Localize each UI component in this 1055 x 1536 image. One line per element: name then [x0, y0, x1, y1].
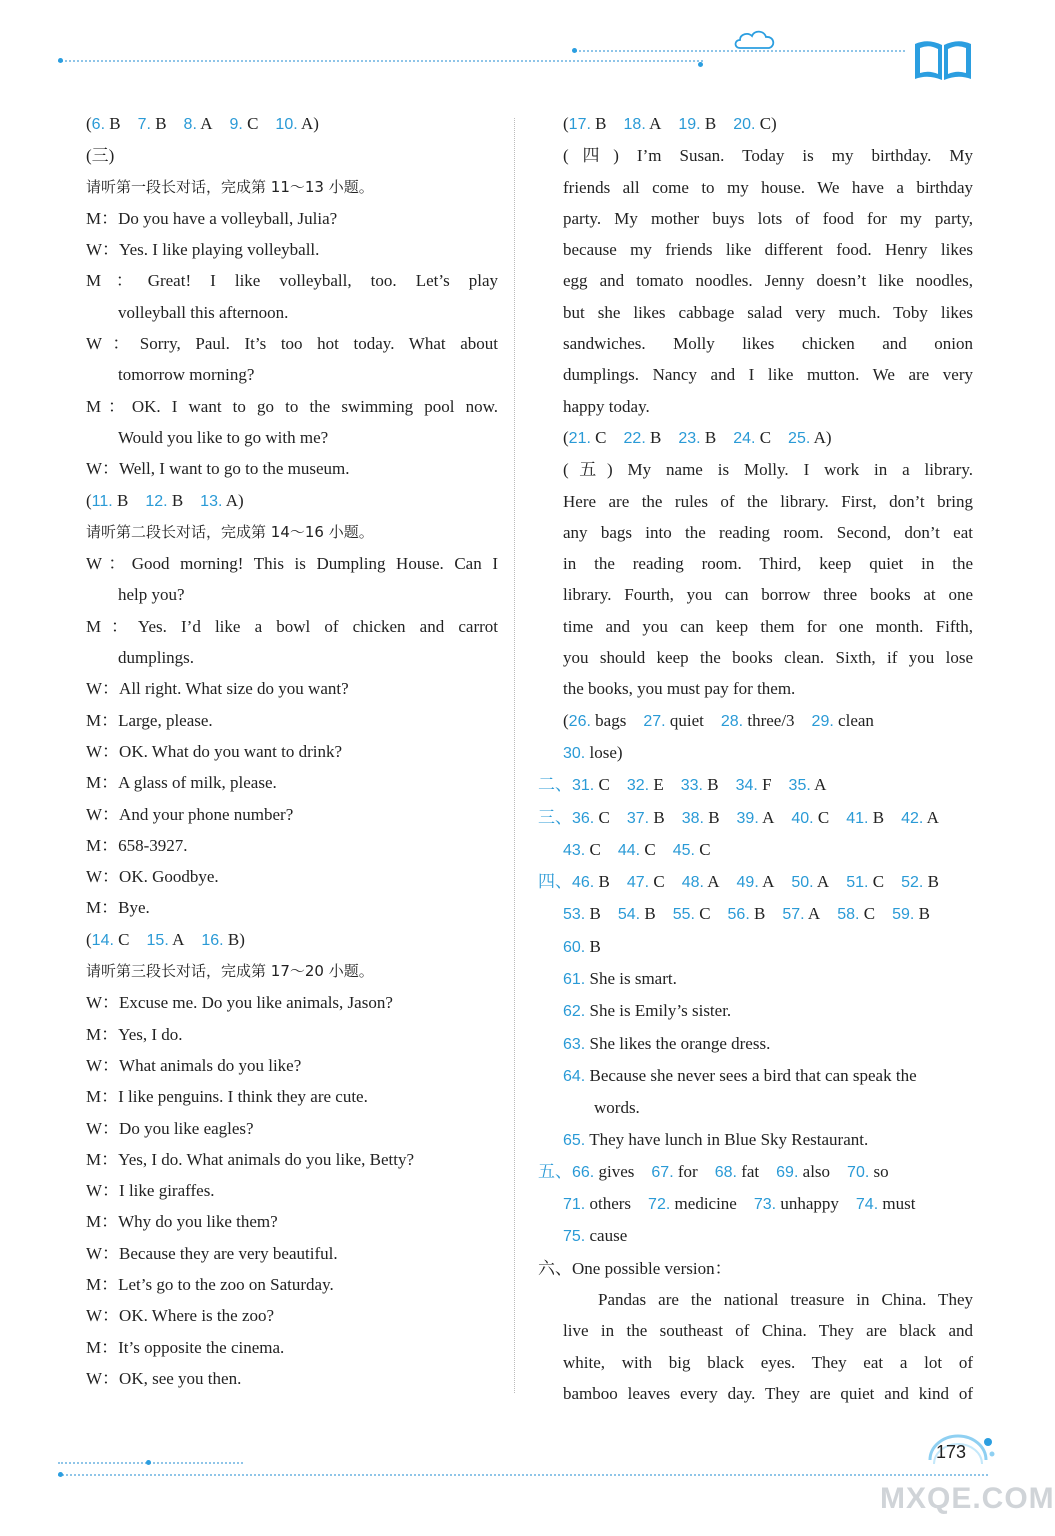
- footer-dot: [146, 1460, 151, 1465]
- header-dotted-line: [58, 60, 703, 62]
- text-line: volleyball this afternoon.: [118, 302, 289, 322]
- text-line: M：I like penguins. I think they are cute.: [86, 1087, 368, 1107]
- text-line: happy today.: [563, 396, 650, 416]
- question-number: 36.: [572, 809, 595, 827]
- answer-value: B: [868, 807, 885, 827]
- answer-value: B: [700, 427, 717, 447]
- answer-value: must: [878, 1194, 916, 1214]
- answer-value: unhappy: [776, 1194, 839, 1214]
- text-line: M：Large, please.: [86, 710, 213, 730]
- answer-value: B: [590, 114, 607, 133]
- text-line: W：Do you like eagles?: [86, 1118, 254, 1138]
- question-number: 37.: [626, 809, 650, 827]
- text-line: the books, you must pay for them.: [563, 679, 796, 699]
- answer-value: C: [649, 872, 665, 892]
- answer-line: [538, 1124, 973, 1156]
- answer-value: B): [223, 929, 245, 949]
- text-line: 请听第三段长对话，完成第 17～20 小题。: [86, 962, 374, 981]
- answer-value: C: [694, 839, 711, 859]
- answer-value: clean: [833, 710, 874, 730]
- question-number: 55.: [672, 906, 695, 924]
- question-number: 53.: [563, 906, 586, 924]
- section-label: 四、: [538, 872, 572, 892]
- answer-value: C: [594, 807, 610, 827]
- answer-value: bags: [590, 710, 627, 730]
- question-number: 20.: [733, 116, 756, 133]
- question-number: 71.: [563, 1196, 586, 1214]
- question-number: 34.: [735, 777, 758, 795]
- answer-value: B: [923, 872, 939, 892]
- question-number: 8.: [183, 116, 197, 133]
- question-number: 26.: [568, 712, 591, 730]
- answer-value: B: [167, 490, 184, 510]
- answer-value: C: [242, 114, 259, 133]
- answer-value: B: [649, 807, 665, 827]
- answer-value: B: [749, 904, 766, 924]
- text-line: bamboo leaves every day. They are quiet and kind of: [563, 1383, 973, 1403]
- answer-value: lose): [585, 742, 623, 762]
- text-line: W：Good morning! This is Dumpling House. Can I: [86, 554, 498, 574]
- text-line: M：It’s opposite the cinema.: [86, 1337, 285, 1357]
- question-number: 16.: [201, 931, 224, 949]
- answer-value: She likes the orange dress.: [585, 1033, 771, 1053]
- text-line: M：Let’s go to the zoo on Saturday.: [86, 1274, 334, 1294]
- footer-dot: [58, 1472, 63, 1477]
- question-number: 44.: [617, 841, 641, 859]
- text-line: W：OK, see you then.: [86, 1368, 242, 1388]
- answer-value: A: [810, 775, 827, 795]
- question-number: 30.: [563, 744, 586, 762]
- text-line: M：Yes, I do. What animals do you like, Betty?: [86, 1149, 415, 1169]
- question-number: 9.: [229, 116, 243, 133]
- text-line: W：OK. Where is the zoo?: [86, 1306, 275, 1326]
- question-number: 17.: [568, 116, 591, 133]
- question-number: 23.: [678, 429, 701, 447]
- text-line: time and you can keep them for one month. Fifth,: [563, 616, 973, 636]
- question-number: 39.: [736, 809, 759, 827]
- answer-line: [538, 1028, 973, 1060]
- question-number: 11.: [91, 492, 113, 510]
- text-line: (五) My name is Molly. I work in a library.: [563, 460, 973, 480]
- answer-value: B: [700, 114, 717, 133]
- question-number: 72.: [648, 1196, 671, 1214]
- question-number: 73.: [753, 1196, 777, 1214]
- answer-line: [538, 834, 973, 866]
- text-line: live in the southeast of China. They are black and: [563, 1321, 973, 1341]
- question-number: 7.: [137, 116, 151, 133]
- answer-value: A): [222, 490, 244, 510]
- answer-line: [538, 705, 973, 737]
- open-book-icon: [912, 36, 974, 84]
- answer-value: C: [868, 872, 885, 892]
- answer-line: [538, 866, 973, 898]
- text-line: dumplings.: [118, 648, 195, 668]
- question-number: 56.: [727, 906, 750, 924]
- text-line: 请听第二段长对话，完成第 14～16 小题。: [86, 522, 374, 541]
- answer-value: for: [673, 1161, 698, 1181]
- answer-value: A: [758, 872, 775, 892]
- answer-line: [538, 1060, 973, 1092]
- answer-value: also: [798, 1161, 831, 1181]
- text-line: W：All right. What size do you want?: [86, 679, 349, 699]
- answer-value: C: [755, 427, 772, 447]
- question-number: 74.: [855, 1196, 879, 1214]
- text-line: W：Well, I want to go to the museum.: [86, 459, 350, 479]
- page-number: 173: [936, 1442, 967, 1462]
- question-number: 52.: [901, 874, 924, 892]
- header-dot: [572, 48, 577, 53]
- text-line: egg and tomato noodles. Jenny doesn’t like noodles,: [563, 271, 973, 291]
- answer-line: [538, 802, 973, 834]
- answer-line: [86, 924, 498, 956]
- question-number: 10.: [275, 116, 298, 133]
- question-number: 12.: [145, 492, 168, 510]
- answer-value: B: [150, 114, 167, 133]
- question-number: 24.: [733, 429, 756, 447]
- question-number: 15.: [146, 931, 169, 949]
- text-line: M：Yes, I do.: [86, 1024, 183, 1044]
- answer-line: [538, 1188, 973, 1220]
- answer-value: cause: [585, 1226, 628, 1246]
- question-number: 25.: [788, 429, 811, 447]
- question-number: 51.: [846, 874, 869, 892]
- section-label: 二、: [538, 775, 572, 795]
- answer-line: [538, 769, 973, 801]
- answer-value: A: [813, 872, 830, 892]
- answer-line: [538, 737, 973, 769]
- answer-value: A): [810, 427, 832, 447]
- question-number: 33.: [680, 777, 703, 795]
- answer-value: A: [645, 114, 662, 133]
- question-number: 31.: [572, 777, 595, 795]
- question-number: 63.: [563, 1035, 586, 1053]
- open-paren: (: [563, 427, 569, 447]
- answer-value: so: [869, 1161, 889, 1181]
- right-column: [538, 108, 973, 1409]
- answer-value: A: [758, 807, 775, 827]
- text-line: you should keep the books clean. Sixth, if you lose: [563, 648, 973, 668]
- answer-value: B: [640, 904, 656, 924]
- answer-value: B: [105, 114, 121, 133]
- answer-value: C: [859, 904, 876, 924]
- answer-value: They have lunch in Blue Sky Restaurant.: [585, 1129, 869, 1149]
- question-number: 43.: [563, 841, 586, 859]
- text-line: tomorrow morning?: [118, 365, 255, 385]
- answer-value: quiet: [665, 710, 704, 730]
- text-line: party. My mother buys lots of food for my party,: [563, 208, 973, 228]
- text-line: M：658-3927.: [86, 835, 188, 855]
- question-number: 61.: [563, 971, 586, 989]
- question-number: 13.: [200, 492, 223, 510]
- answer-value: C: [640, 839, 656, 859]
- question-number: 18.: [623, 116, 646, 133]
- answer-value: She is Emily’s sister.: [585, 1001, 732, 1021]
- question-number: 65.: [563, 1131, 586, 1149]
- question-number: 67.: [651, 1163, 674, 1181]
- answer-value: She is smart.: [585, 969, 677, 989]
- answer-value: A: [168, 929, 185, 949]
- answer-value: fat: [736, 1161, 760, 1181]
- header-dot: [58, 58, 63, 63]
- question-number: 60.: [563, 938, 586, 956]
- answer-value: B: [594, 872, 610, 892]
- text-line: dumplings. Nancy and I like mutton. We are very: [563, 365, 973, 385]
- answer-line: [538, 422, 973, 454]
- answer-value: others: [585, 1194, 632, 1214]
- text-line: W：OK. Goodbye.: [86, 867, 219, 887]
- text-line: library. Fourth, you can borrow three books at one: [563, 585, 973, 605]
- answer-value: Because she never sees a bird that can speak the: [585, 1065, 917, 1085]
- text-line: because my friends like different food. Henry likes: [563, 240, 973, 260]
- text-line: M：Bye.: [86, 898, 150, 918]
- answer-line: [538, 898, 973, 930]
- answer-value: C: [113, 929, 130, 949]
- open-paren: (: [563, 710, 569, 730]
- answer-value: C: [590, 427, 607, 447]
- answer-value: gives: [594, 1161, 635, 1181]
- question-number: 57.: [782, 906, 805, 924]
- section-label: 五、: [538, 1161, 572, 1181]
- text-line: M：A glass of milk, please.: [86, 773, 277, 793]
- question-number: 59.: [892, 906, 915, 924]
- question-number: 41.: [846, 809, 869, 827]
- watermark-text: MXQE.COM: [880, 1482, 1055, 1515]
- answer-value: F: [757, 775, 772, 795]
- text-line: W：And your phone number?: [86, 804, 294, 824]
- answer-value: A): [297, 114, 319, 133]
- question-number: 28.: [720, 712, 744, 730]
- question-number: 22.: [623, 429, 646, 447]
- header-dot: [698, 62, 703, 67]
- text-line: (四) I’m Susan. Today is my birthday. My: [563, 146, 973, 166]
- question-number: 75.: [563, 1228, 586, 1246]
- answer-value: B: [703, 807, 720, 827]
- text-line: W：What animals do you like?: [86, 1055, 302, 1075]
- question-number: 45.: [672, 841, 695, 859]
- text-line: but she likes cabbage salad very much. Toby likes: [563, 302, 973, 322]
- answer-line: [86, 485, 498, 517]
- text-line: sandwiches. Molly likes chicken and onion: [563, 334, 973, 354]
- answer-value: A: [196, 114, 213, 133]
- open-paren: (: [86, 929, 92, 949]
- footer-dotted-line: [58, 1474, 988, 1476]
- question-number: 6.: [91, 116, 106, 133]
- text-line: W：OK. What do you want to drink?: [86, 741, 343, 761]
- text-line: 请听第一段长对话，完成第 11～13 小题。: [86, 177, 374, 196]
- text-line: W：Because they are very beautiful.: [86, 1243, 338, 1263]
- answer-value: A: [923, 807, 939, 827]
- question-number: 50.: [791, 874, 814, 892]
- question-number: 47.: [626, 874, 650, 892]
- text-line: M：OK. I want to go to the swimming pool now.: [86, 396, 498, 416]
- question-number: 27.: [643, 712, 666, 730]
- question-number: 48.: [681, 874, 704, 892]
- answer-value: B: [585, 936, 601, 956]
- open-paren: (: [86, 114, 92, 133]
- answer-value: C): [755, 114, 777, 133]
- section-label: 三、: [538, 807, 572, 827]
- text-line: M：Great! I like volleyball, too. Let’s play: [86, 271, 498, 291]
- text-line: help you?: [118, 585, 185, 605]
- text-line: friends all come to my house. We have a birthday: [563, 177, 973, 197]
- answer-value: A: [703, 872, 720, 892]
- question-number: 35.: [788, 777, 811, 795]
- text-line: M：Do you have a volleyball, Julia?: [86, 208, 338, 228]
- question-number: 54.: [617, 906, 641, 924]
- text-line: (三): [86, 146, 115, 166]
- answer-value: A: [804, 904, 821, 924]
- question-number: 14.: [91, 931, 114, 949]
- question-number: 68.: [714, 1163, 737, 1181]
- question-number: 32.: [626, 777, 650, 795]
- answer-line: [538, 1220, 973, 1252]
- question-number: 64.: [563, 1067, 586, 1085]
- text-line: in the reading room. Third, keep quiet in the: [563, 554, 973, 574]
- column-divider: [514, 118, 515, 1393]
- answer-value: B: [112, 490, 129, 510]
- answer-value: E: [649, 775, 664, 795]
- text-line: W：Yes. I like playing volleyball.: [86, 240, 320, 260]
- open-paren: (: [86, 490, 92, 510]
- left-column: [86, 108, 498, 1394]
- answer-value: medicine: [670, 1194, 737, 1214]
- text-line: W：I like giraffes.: [86, 1181, 215, 1201]
- question-number: 58.: [837, 906, 860, 924]
- text-line: 六、One possible version：: [538, 1258, 732, 1278]
- answer-value: B: [585, 904, 601, 924]
- answer-value: C: [694, 904, 711, 924]
- text-line: Pandas are the national treasure in China. They: [598, 1289, 973, 1309]
- answer-value: three/3: [743, 710, 795, 730]
- text-line: Would you like to go with me?: [118, 427, 329, 447]
- answer-line: [86, 108, 498, 140]
- answer-line: [538, 1156, 973, 1188]
- question-number: 62.: [563, 1003, 586, 1021]
- answer-value: C: [585, 839, 601, 859]
- question-number: 49.: [736, 874, 759, 892]
- question-number: 70.: [847, 1163, 870, 1181]
- question-number: 40.: [791, 809, 814, 827]
- answer-line: [538, 931, 973, 963]
- question-number: 19.: [678, 116, 701, 133]
- text-line: W：Sorry, Paul. It’s too hot today. What about: [86, 334, 498, 354]
- question-number: 21.: [568, 429, 591, 447]
- text-line: white, with big black eyes. They eat a lot of: [563, 1352, 973, 1372]
- question-number: 69.: [776, 1163, 799, 1181]
- question-number: 46.: [572, 874, 595, 892]
- answer-line: [538, 995, 973, 1027]
- text-line: words.: [594, 1098, 640, 1118]
- question-number: 66.: [572, 1163, 595, 1181]
- answer-value: B: [702, 775, 719, 795]
- cloud-icon: [732, 28, 778, 54]
- text-line: M：Yes. I’d like a bowl of chicken and carrot: [86, 616, 498, 636]
- open-paren: (: [563, 114, 569, 133]
- answer-line: [538, 108, 973, 140]
- text-line: W：Excuse me. Do you like animals, Jason?: [86, 993, 393, 1013]
- text-line: M：Why do you like them?: [86, 1212, 278, 1232]
- question-number: 38.: [681, 809, 704, 827]
- answer-line: [538, 963, 973, 995]
- question-number: 29.: [811, 712, 834, 730]
- answer-value: B: [914, 904, 930, 924]
- text-line: Here are the rules of the library. First, don’t bring: [563, 491, 973, 511]
- text-line: any bags into the reading room. Second, don’t eat: [563, 522, 973, 542]
- question-number: 42.: [901, 809, 924, 827]
- answer-value: B: [645, 427, 662, 447]
- answer-value: C: [813, 807, 830, 827]
- answer-value: C: [594, 775, 610, 795]
